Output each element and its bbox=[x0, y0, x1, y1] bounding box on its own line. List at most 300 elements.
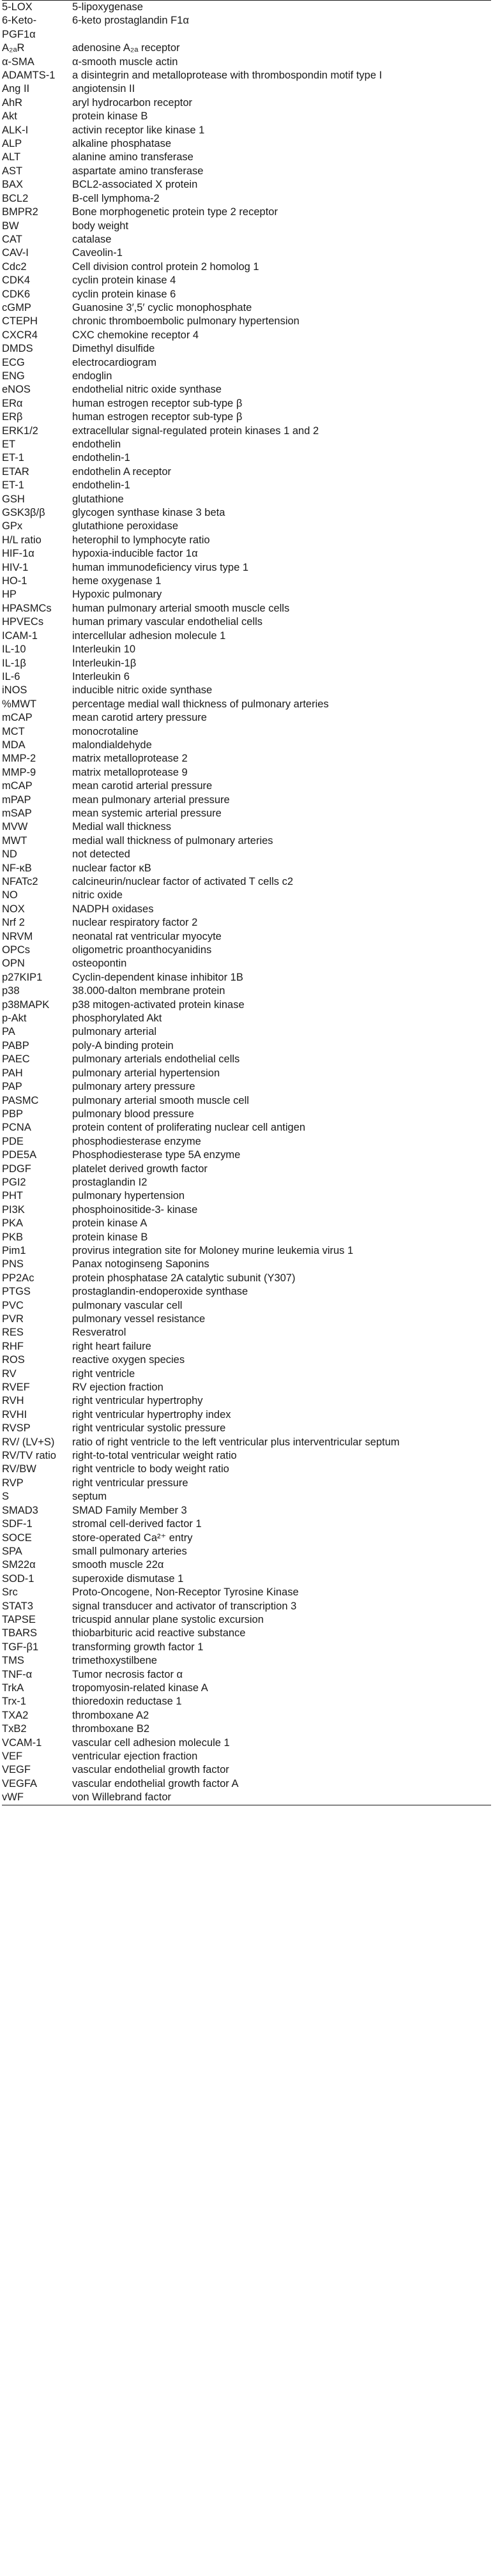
abbreviation-definition: phosphorylated Akt bbox=[72, 1013, 162, 1025]
abbreviation-definition: right-to-total ventricular weight ratio bbox=[72, 1450, 237, 1462]
abbreviation-term: MMP-9 bbox=[2, 766, 36, 778]
abbreviation-definition: human pulmonary arterial smooth muscle cells bbox=[72, 602, 290, 614]
abbreviation-term: ERα bbox=[2, 397, 23, 409]
abbreviation-row bbox=[2, 1641, 491, 1654]
abbreviation-definition: prostaglandin-endoperoxide synthase bbox=[72, 1286, 248, 1298]
abbreviation-row bbox=[2, 124, 491, 137]
abbreviation-definition: mean pulmonary arterial pressure bbox=[72, 794, 230, 806]
abbreviation-term: MDA bbox=[2, 739, 26, 751]
abbreviation-term: ERβ bbox=[2, 411, 23, 423]
abbreviation-row bbox=[2, 1285, 491, 1299]
abbreviation-term: mPAP bbox=[2, 794, 31, 806]
abbreviation-term: PGI2 bbox=[2, 1176, 26, 1188]
abbreviation-term: α-SMA bbox=[2, 56, 34, 68]
abbreviation-term: BMPR2 bbox=[2, 206, 38, 218]
abbreviation-row bbox=[2, 1135, 491, 1149]
abbreviation-term: TXA2 bbox=[2, 1709, 29, 1721]
abbreviation-definition: nitric oxide bbox=[72, 889, 123, 901]
abbreviation-row bbox=[2, 506, 491, 520]
abbreviation-term: ADAMTS-1 bbox=[2, 70, 56, 82]
abbreviation-definition: poly-A binding protein bbox=[72, 1039, 174, 1051]
abbreviation-definition: adenosine A₂ₐ receptor bbox=[72, 42, 180, 54]
abbreviation-definition: right heart failure bbox=[72, 1340, 151, 1352]
abbreviation-definition: reactive oxygen species bbox=[72, 1354, 185, 1366]
abbreviation-term: TBARS bbox=[2, 1627, 38, 1639]
abbreviation-definition: Guanosine 3′,5′ cyclic monophosphate bbox=[72, 301, 252, 313]
abbreviation-term: HPASMCs bbox=[2, 602, 52, 614]
abbreviation-definition: body weight bbox=[72, 220, 129, 232]
abbreviation-row bbox=[2, 615, 491, 629]
abbreviation-row bbox=[2, 56, 491, 69]
abbreviation-row bbox=[2, 465, 491, 479]
abbreviation-term: BAX bbox=[2, 179, 24, 191]
abbreviation-definition: human estrogen receptor sub-type β bbox=[72, 397, 243, 409]
abbreviation-definition: heme oxygenase 1 bbox=[72, 575, 162, 587]
abbreviation-row bbox=[2, 301, 491, 315]
abbreviation-definition: phosphodiesterase enzyme bbox=[72, 1135, 201, 1147]
abbreviation-term: SPA bbox=[2, 1545, 22, 1557]
abbreviation-term: HP bbox=[2, 589, 17, 601]
abbreviation-term: eNOS bbox=[2, 384, 31, 396]
abbreviation-row bbox=[2, 1381, 491, 1394]
abbreviation-row bbox=[2, 1080, 491, 1094]
abbreviation-row bbox=[2, 1777, 491, 1791]
abbreviation-term: ECG bbox=[2, 356, 25, 368]
abbreviation-term: Src bbox=[2, 1586, 18, 1599]
abbreviation-term: VEF bbox=[2, 1751, 23, 1762]
abbreviation-term: ERK1/2 bbox=[2, 425, 38, 437]
abbreviation-definition: cyclin protein kinase 4 bbox=[72, 275, 176, 287]
abbreviation-row bbox=[2, 1436, 491, 1449]
abbreviation-definition: vascular endothelial growth factor bbox=[72, 1764, 229, 1776]
abbreviation-definition: Medial wall thickness bbox=[72, 821, 171, 833]
abbreviation-term: RHF bbox=[2, 1340, 24, 1352]
abbreviation-term: mCAP bbox=[2, 712, 33, 724]
abbreviation-row bbox=[2, 807, 491, 820]
abbreviation-term: NO bbox=[2, 889, 18, 901]
abbreviation-definition: pulmonary arterial hypertension bbox=[72, 1067, 220, 1079]
abbreviation-row bbox=[2, 998, 491, 1012]
abbreviation-term: STAT3 bbox=[2, 1600, 33, 1612]
abbreviation-term: IL-1β bbox=[2, 657, 26, 669]
abbreviation-term: HIV-1 bbox=[2, 561, 29, 573]
abbreviation-definition: right ventricle to body weight ratio bbox=[72, 1463, 229, 1475]
abbreviation-definition: mean carotid arterial pressure bbox=[72, 780, 213, 792]
abbreviation-definition: catalase bbox=[72, 233, 112, 245]
abbreviation-term: AST bbox=[2, 165, 23, 177]
abbreviation-definition: RV ejection fraction bbox=[72, 1382, 163, 1394]
abbreviation-definition: pulmonary arterials endothelial cells bbox=[72, 1053, 240, 1066]
abbreviation-row bbox=[2, 643, 491, 656]
abbreviation-definition: signal transducer and activator of transcription 3 bbox=[72, 1600, 297, 1612]
abbreviation-definition: chronic thromboembolic pulmonary hypertension bbox=[72, 315, 300, 328]
abbreviation-row bbox=[2, 820, 491, 834]
abbreviation-definition: endothelin bbox=[72, 439, 121, 450]
abbreviation-definition: stromal cell-derived factor 1 bbox=[72, 1518, 202, 1530]
abbreviation-row bbox=[2, 684, 491, 697]
abbreviation-row bbox=[2, 1668, 491, 1682]
abbreviation-row bbox=[2, 547, 491, 561]
abbreviation-row bbox=[2, 711, 491, 725]
abbreviation-term: SMAD3 bbox=[2, 1504, 38, 1516]
abbreviation-row bbox=[2, 1299, 491, 1313]
abbreviation-term: TNF-α bbox=[2, 1668, 33, 1680]
abbreviation-term: RV/ (LV+S) bbox=[2, 1436, 55, 1448]
abbreviation-row bbox=[2, 1654, 491, 1668]
abbreviation-row bbox=[2, 588, 491, 601]
abbreviation-term: CDK4 bbox=[2, 275, 31, 287]
abbreviation-row bbox=[2, 930, 491, 944]
abbreviation-term: ET-1 bbox=[2, 479, 24, 492]
abbreviation-term: SOCE bbox=[2, 1532, 32, 1544]
abbreviation-row bbox=[2, 944, 491, 957]
abbreviation-term: ALP bbox=[2, 138, 22, 150]
abbreviation-term: OPCs bbox=[2, 944, 31, 956]
abbreviation-definition: Proto-Oncogene, Non-Receptor Tyrosine Kinase bbox=[72, 1586, 299, 1599]
abbreviation-definition: protein kinase A bbox=[72, 1217, 148, 1230]
abbreviation-row bbox=[2, 862, 491, 875]
abbreviation-row bbox=[2, 1586, 491, 1599]
abbreviation-row bbox=[2, 110, 491, 123]
abbreviation-row bbox=[2, 752, 491, 765]
abbreviation-definition: glycogen synthase kinase 3 beta bbox=[72, 507, 225, 519]
abbreviation-term: RV/BW bbox=[2, 1463, 36, 1475]
abbreviation-definition: right ventricle bbox=[72, 1367, 135, 1380]
abbreviation-definition: human estrogen receptor sub-type β bbox=[72, 411, 243, 423]
abbreviation-row bbox=[2, 493, 491, 506]
abbreviation-row bbox=[2, 1121, 491, 1134]
abbreviation-term: S bbox=[2, 1491, 10, 1503]
abbreviation-row bbox=[2, 1504, 491, 1518]
abbreviation-definition: thiobarbituric acid reactive substance bbox=[72, 1627, 246, 1639]
abbreviation-definition: endothelin A receptor bbox=[72, 465, 172, 478]
abbreviation-row bbox=[2, 1176, 491, 1189]
abbreviation-term: RV/TV ratio bbox=[2, 1450, 56, 1462]
abbreviation-term: GSK3β/β bbox=[2, 507, 45, 519]
abbreviation-term: VCAM-1 bbox=[2, 1736, 42, 1749]
abbreviation-row bbox=[2, 1067, 491, 1080]
abbreviation-row bbox=[2, 520, 491, 533]
abbreviation-definition: provirus integration site for Moloney murine leukemia virus 1 bbox=[72, 1244, 354, 1256]
abbreviation-definition: phosphoinositide-3- kinase bbox=[72, 1203, 198, 1216]
abbreviation-term: PAP bbox=[2, 1081, 22, 1093]
abbreviation-row bbox=[2, 411, 491, 424]
abbreviation-row bbox=[2, 1449, 491, 1463]
abbreviation-row bbox=[2, 1149, 491, 1162]
abbreviation-row bbox=[2, 1532, 491, 1545]
abbreviation-term: mCAP bbox=[2, 780, 33, 792]
abbreviation-definition: intercellular adhesion molecule 1 bbox=[72, 629, 226, 642]
abbreviation-row bbox=[2, 1163, 491, 1176]
abbreviation-definition: pulmonary blood pressure bbox=[72, 1108, 194, 1120]
abbreviation-term: HO-1 bbox=[2, 575, 27, 587]
abbreviation-definition: pulmonary vascular cell bbox=[72, 1299, 183, 1311]
abbreviation-definition: right ventricular systolic pressure bbox=[72, 1422, 226, 1435]
abbreviation-row bbox=[2, 984, 491, 998]
abbreviation-term: NOX bbox=[2, 903, 25, 915]
abbreviation-row bbox=[2, 1231, 491, 1244]
abbreviation-term: CAV-I bbox=[2, 247, 29, 259]
abbreviation-definition: transforming growth factor 1 bbox=[72, 1641, 204, 1653]
abbreviation-term: NRVM bbox=[2, 930, 33, 942]
abbreviation-definition: small pulmonary arteries bbox=[72, 1545, 187, 1557]
abbreviation-row bbox=[2, 1025, 491, 1039]
abbreviation-row bbox=[2, 1518, 491, 1531]
abbreviation-definition: inducible nitric oxide synthase bbox=[72, 684, 213, 697]
abbreviation-row bbox=[2, 425, 491, 438]
abbreviation-row bbox=[2, 1203, 491, 1217]
abbreviation-row bbox=[2, 1012, 491, 1025]
abbreviation-row bbox=[2, 534, 491, 547]
abbreviation-row bbox=[2, 1750, 491, 1763]
abbreviation-row bbox=[2, 1094, 491, 1108]
abbreviation-row bbox=[2, 356, 491, 370]
abbreviation-term: cGMP bbox=[2, 301, 31, 313]
abbreviation-definition: Interleukin 10 bbox=[72, 644, 136, 656]
abbreviation-row bbox=[2, 780, 491, 793]
abbreviation-term: BW bbox=[2, 220, 19, 232]
abbreviation-row bbox=[2, 233, 491, 246]
abbreviation-row bbox=[2, 1682, 491, 1695]
abbreviation-definition: CXC chemokine receptor 4 bbox=[72, 329, 199, 341]
abbreviation-definition: SMAD Family Member 3 bbox=[72, 1504, 187, 1516]
abbreviation-definition: right ventricular pressure bbox=[72, 1477, 188, 1489]
abbreviation-definition: Caveolin-1 bbox=[72, 247, 123, 259]
abbreviation-definition: not detected bbox=[72, 848, 130, 861]
abbreviation-term: PHT bbox=[2, 1190, 23, 1202]
abbreviation-definition: monocrotaline bbox=[72, 725, 139, 737]
abbreviation-definition: trimethoxystilbene bbox=[72, 1655, 157, 1667]
abbreviation-row bbox=[2, 1053, 491, 1066]
abbreviation-definition: p38 mitogen-activated protein kinase bbox=[72, 998, 245, 1011]
abbreviation-term: NF-κB bbox=[2, 862, 32, 874]
abbreviation-row bbox=[2, 971, 491, 984]
abbreviation-definition: vascular endothelial growth factor A bbox=[72, 1777, 239, 1789]
abbreviation-term: vWF bbox=[2, 1791, 71, 1805]
abbreviation-term: PKB bbox=[2, 1231, 24, 1243]
abbreviation-term: H/L ratio bbox=[2, 534, 42, 546]
abbreviation-term: MCT bbox=[2, 725, 25, 737]
abbreviation-definition: B-cell lymphoma-2 bbox=[72, 192, 160, 204]
abbreviation-definition: alkaline phosphatase bbox=[72, 138, 172, 150]
abbreviation-definition: mean carotid artery pressure bbox=[72, 712, 207, 724]
abbreviation-definition: NADPH oxidases bbox=[72, 903, 154, 915]
abbreviation-definition: pulmonary arterial bbox=[72, 1026, 157, 1038]
abbreviation-definition: oligometric proanthocyanidins bbox=[72, 944, 212, 956]
abbreviation-row bbox=[2, 1572, 491, 1586]
abbreviation-row bbox=[2, 670, 491, 684]
abbreviation-term: iNOS bbox=[2, 684, 27, 697]
abbreviation-definition: activin receptor like kinase 1 bbox=[72, 124, 205, 136]
abbreviation-term: PDGF bbox=[2, 1163, 31, 1175]
abbreviation-term: OPN bbox=[2, 958, 25, 970]
abbreviation-definition: ratio of right ventricle to the left ventricular plus interventricular septum bbox=[72, 1436, 400, 1448]
abbreviation-term: ROS bbox=[2, 1354, 25, 1366]
abbreviation-definition: angiotensin II bbox=[72, 83, 135, 95]
abbreviation-row bbox=[2, 889, 491, 902]
abbreviation-row bbox=[2, 1736, 491, 1750]
abbreviation-definition: Phosphodiesterase type 5A enzyme bbox=[72, 1149, 241, 1161]
abbreviation-definition: endothelial nitric oxide synthase bbox=[72, 384, 222, 396]
abbreviation-definition: Hypoxic pulmonary bbox=[72, 589, 162, 601]
abbreviation-term: PBP bbox=[2, 1108, 24, 1120]
abbreviation-row bbox=[2, 165, 491, 178]
abbreviation-row bbox=[2, 1545, 491, 1558]
abbreviation-term: RVEF bbox=[2, 1382, 30, 1394]
abbreviation-row bbox=[2, 41, 491, 55]
abbreviation-definition: matrix metalloprotease 2 bbox=[72, 753, 188, 765]
abbreviation-definition: superoxide dismutase 1 bbox=[72, 1572, 184, 1585]
abbreviation-row bbox=[2, 1340, 491, 1353]
abbreviation-row bbox=[2, 875, 491, 889]
abbreviation-definition: tropomyosin-related kinase A bbox=[72, 1682, 208, 1694]
abbreviation-row bbox=[2, 1627, 491, 1640]
abbreviation-row bbox=[2, 739, 491, 752]
abbreviation-row bbox=[2, 725, 491, 739]
abbreviation-definition: a disintegrin and metalloprotease with thrombospondin motif type I bbox=[72, 70, 383, 82]
abbreviation-row bbox=[2, 561, 491, 575]
abbreviation-term: Akt bbox=[2, 110, 17, 123]
abbreviation-row bbox=[2, 1258, 491, 1271]
abbreviation-definition: human immunodeficiency virus type 1 bbox=[72, 561, 249, 573]
abbreviation-term: Trx-1 bbox=[2, 1696, 26, 1708]
abbreviation-term: PDE bbox=[2, 1135, 24, 1147]
abbreviation-term: PNS bbox=[2, 1258, 24, 1270]
abbreviation-term: PAEC bbox=[2, 1053, 30, 1066]
abbreviation-row bbox=[2, 329, 491, 342]
abbreviation-row bbox=[2, 698, 491, 711]
abbreviation-term: CDK6 bbox=[2, 288, 31, 300]
abbreviation-term: RES bbox=[2, 1327, 24, 1339]
abbreviation-term: NFATc2 bbox=[2, 876, 38, 887]
abbreviation-definition: Interleukin 6 bbox=[72, 670, 130, 682]
abbreviation-row bbox=[2, 1367, 491, 1381]
abbreviation-definition: aspartate amino transferase bbox=[72, 165, 204, 177]
abbreviation-term: DMDS bbox=[2, 343, 33, 355]
abbreviation-row bbox=[2, 1353, 491, 1367]
abbreviation-term: MMP-2 bbox=[2, 753, 36, 765]
abbreviation-row bbox=[2, 1791, 491, 1805]
abbreviation-term: 5-LOX bbox=[2, 1, 71, 15]
abbreviation-definition: medial wall thickness of pulmonary arteries bbox=[72, 834, 273, 847]
abbreviation-definition: matrix metalloprotease 9 bbox=[72, 766, 188, 778]
abbreviation-definition: mean systemic arterial pressure bbox=[72, 807, 222, 819]
abbreviation-definition: 5-lipoxygenase bbox=[71, 1, 491, 15]
abbreviation-definition: Tumor necrosis factor α bbox=[72, 1668, 183, 1680]
abbreviation-definition: thromboxane B2 bbox=[72, 1723, 150, 1735]
abbreviation-definition: right ventricular hypertrophy index bbox=[72, 1408, 231, 1420]
abbreviation-row bbox=[2, 220, 491, 233]
abbreviation-definition: nuclear factor κB bbox=[72, 862, 151, 874]
abbreviation-term: HPVECs bbox=[2, 616, 44, 628]
abbreviation-term: p-Akt bbox=[2, 1013, 27, 1025]
abbreviation-row bbox=[2, 1039, 491, 1053]
abbreviation-row bbox=[2, 848, 491, 861]
abbreviation-row bbox=[2, 766, 491, 780]
abbreviation-term: VEGFA bbox=[2, 1777, 38, 1789]
abbreviation-row bbox=[2, 1394, 491, 1408]
abbreviation-row bbox=[2, 1272, 491, 1285]
abbreviation-term: IL-6 bbox=[2, 670, 20, 682]
abbreviations-body bbox=[2, 1, 491, 1805]
abbreviation-row bbox=[2, 14, 491, 41]
abbreviation-definition: 6-keto prostaglandin F1α bbox=[72, 15, 189, 27]
abbreviation-definition: hypoxia-inducible factor 1α bbox=[72, 548, 198, 560]
abbreviation-row bbox=[2, 438, 491, 451]
abbreviation-definition: calcineurin/nuclear factor of activated T cells c2 bbox=[72, 876, 294, 887]
abbreviation-row bbox=[2, 315, 491, 328]
abbreviation-definition: Cyclin-dependent kinase inhibitor 1B bbox=[72, 971, 243, 983]
abbreviation-row bbox=[2, 1422, 491, 1435]
abbreviation-term: RVSP bbox=[2, 1422, 31, 1435]
abbreviation-definition: pulmonary hypertension bbox=[72, 1190, 185, 1202]
abbreviation-definition: thioredoxin reductase 1 bbox=[72, 1696, 182, 1708]
abbreviation-definition: Dimethyl disulfide bbox=[72, 343, 155, 355]
abbreviation-row bbox=[2, 1463, 491, 1476]
abbreviation-row bbox=[2, 96, 491, 110]
abbreviation-definition: neonatal rat ventricular myocyte bbox=[72, 930, 222, 942]
abbreviation-term: PA bbox=[2, 1026, 15, 1038]
abbreviation-row bbox=[2, 178, 491, 192]
abbreviation-definition: protein content of proliferating nuclear cell antigen bbox=[72, 1122, 306, 1134]
abbreviation-definition: Bone morphogenetic protein type 2 receptor bbox=[72, 206, 278, 218]
abbreviation-term: CAT bbox=[2, 233, 22, 245]
abbreviation-definition: platelet derived growth factor bbox=[72, 1163, 208, 1175]
abbreviation-row bbox=[2, 1695, 491, 1708]
abbreviation-definition: malondialdehyde bbox=[72, 739, 152, 751]
abbreviation-term: PABP bbox=[2, 1039, 29, 1051]
abbreviation-definition: tricuspid annular plane systolic excursion bbox=[72, 1613, 264, 1625]
abbreviation-definition: store-operated Ca²⁺ entry bbox=[72, 1532, 193, 1544]
abbreviation-row bbox=[2, 288, 491, 301]
abbreviation-term: PVC bbox=[2, 1299, 24, 1311]
abbreviation-term: %MWT bbox=[2, 698, 37, 710]
abbreviation-term: ALT bbox=[2, 151, 21, 163]
abbreviation-definition: alanine amino transferase bbox=[72, 151, 193, 163]
abbreviation-row bbox=[2, 1313, 491, 1326]
abbreviation-term: PVR bbox=[2, 1313, 24, 1325]
abbreviation-term: SDF-1 bbox=[2, 1518, 33, 1530]
abbreviation-term: VEGF bbox=[2, 1764, 31, 1776]
abbreviation-definition: cyclin protein kinase 6 bbox=[72, 288, 176, 300]
abbreviation-term: IL-10 bbox=[2, 644, 26, 656]
abbreviation-row bbox=[2, 1189, 491, 1203]
abbreviation-definition: extracellular signal-regulated protein kinases 1 and 2 bbox=[72, 425, 319, 437]
abbreviations-table bbox=[2, 0, 491, 1805]
abbreviation-row bbox=[2, 137, 491, 151]
abbreviation-term: 6-Keto-PGF1α bbox=[2, 15, 37, 40]
abbreviation-definition: osteopontin bbox=[72, 958, 127, 970]
abbreviation-row bbox=[2, 451, 491, 465]
abbreviation-term: PAH bbox=[2, 1067, 23, 1079]
abbreviation-row bbox=[2, 246, 491, 260]
abbreviation-term: p38MAPK bbox=[2, 998, 50, 1011]
abbreviation-definition: glutathione bbox=[72, 493, 124, 505]
abbreviation-row bbox=[2, 274, 491, 287]
abbreviation-definition: thromboxane A2 bbox=[72, 1709, 149, 1721]
abbreviation-term: TxB2 bbox=[2, 1723, 27, 1735]
abbreviation-term: PTGS bbox=[2, 1286, 31, 1298]
abbreviation-row bbox=[2, 192, 491, 206]
abbreviation-term: ALK-I bbox=[2, 124, 29, 136]
abbreviation-term: BCL2 bbox=[2, 192, 29, 204]
abbreviation-row bbox=[2, 479, 491, 492]
abbreviation-term: ETAR bbox=[2, 465, 29, 478]
abbreviation-term: p27KIP1 bbox=[2, 971, 43, 983]
abbreviation-row bbox=[2, 602, 491, 615]
abbreviation-definition: electrocardiogram bbox=[72, 356, 157, 368]
abbreviation-row bbox=[2, 1558, 491, 1572]
